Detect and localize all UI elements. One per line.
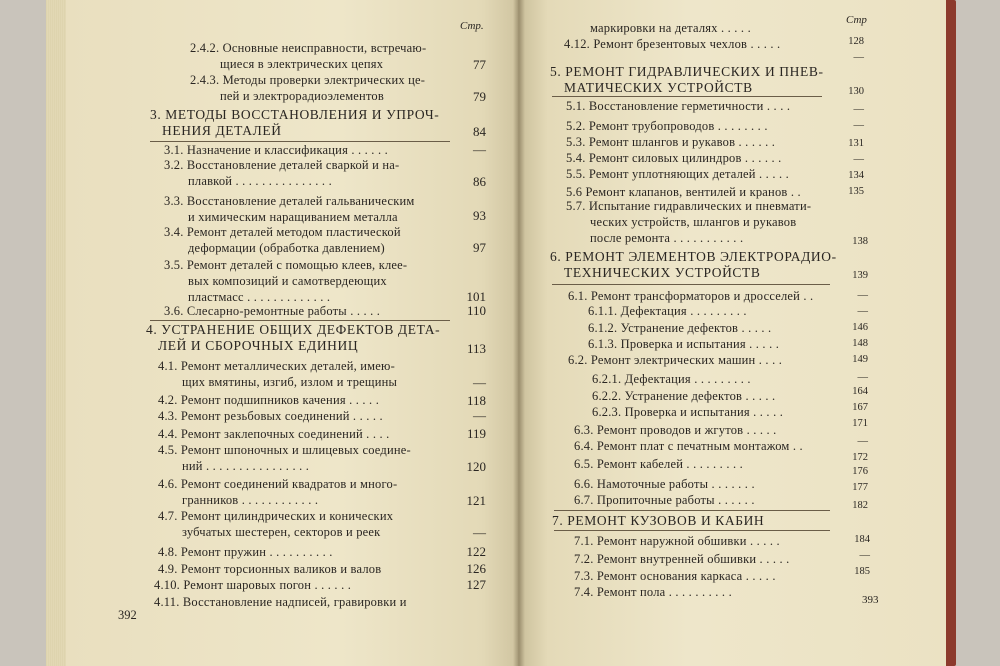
toc-chapter: 4. УСТРАНЕНИЕ ОБЩИХ ДЕФЕКТОВ ДЕТА- ЛЕЙ И СБОРОЧНЫХ ЕДИНИЦ bbox=[146, 322, 441, 353]
page-ref: 121 bbox=[466, 493, 486, 508]
toc-entry: 6.1.1. Дефектация . . . . . . . . . bbox=[588, 304, 747, 318]
toc-entry: 4.11. Восстановление надписей, гравировки и bbox=[154, 595, 407, 609]
toc-entry: 5.1. Восстановление герметичности . . . . bbox=[566, 99, 791, 113]
toc-entry: 7.1. Ремонт наружной обшивки . . . . . bbox=[574, 534, 780, 548]
page-ref: — bbox=[853, 154, 864, 165]
page-ref: — bbox=[857, 306, 868, 317]
toc-entry: 7.4. Ремонт пола . . . . . . . . . . bbox=[574, 585, 732, 599]
left-page bbox=[66, 0, 518, 666]
toc-entry: 6.7. Пропиточные работы . . . . . . bbox=[574, 493, 755, 507]
toc-entry: 2.4.3. Методы проверки электрических це- пей и электрорадиоэлементов bbox=[190, 73, 426, 103]
toc-entry: 6.1.2. Устранение дефектов . . . . . bbox=[588, 321, 772, 335]
divider bbox=[552, 284, 830, 285]
page-ref: 171 bbox=[852, 418, 868, 429]
toc-entry: 4.5. Ремонт шпоночных и шлицевых соедине- ний . . . . . . . . . . . . . . . . bbox=[158, 443, 411, 473]
page-ref: 110 bbox=[466, 303, 486, 318]
page-ref: 185 bbox=[854, 566, 870, 577]
page-ref: — bbox=[853, 120, 864, 131]
page-ref: 118 bbox=[466, 393, 486, 408]
page-ref: 164 bbox=[852, 386, 868, 397]
page-ref: 113 bbox=[466, 341, 486, 356]
toc-entry: 4.1. Ремонт металлических деталей, имею- щих вмятины, изгиб, излом и трещины bbox=[158, 359, 398, 389]
page-ref: 148 bbox=[852, 338, 868, 349]
page-ref: 172 bbox=[852, 452, 868, 463]
page-ref: 176 bbox=[852, 466, 868, 477]
page-ref: — bbox=[859, 550, 870, 561]
toc-chapter: 3. МЕТОДЫ ВОССТАНОВЛЕНИЯ И УПРОЧ- НЕНИЯ ДЕТАЛЕЙ bbox=[150, 107, 440, 138]
page-ref: 79 bbox=[473, 89, 486, 104]
toc-entry: 4.4. Ремонт заклепочных соединений . . . . bbox=[158, 427, 390, 441]
page-ref: — bbox=[857, 436, 868, 447]
toc-entry: 6.3. Ремонт проводов и жгутов . . . . . bbox=[574, 423, 777, 437]
toc-entry: 3.6. Слесарно-ремонтные работы . . . . . bbox=[164, 304, 381, 318]
toc-entry: 4.12. Ремонт брезентовых чехлов . . . . . bbox=[564, 37, 781, 51]
page-ref: 101 bbox=[466, 289, 486, 304]
page-column-header: Стр bbox=[846, 14, 867, 26]
page-ref: — bbox=[857, 372, 868, 383]
page-ref: — bbox=[473, 525, 486, 540]
toc-entry: 3.2. Восстановление деталей сваркой и на- плавкой . . . . . . . . . . . . . . . bbox=[164, 158, 400, 188]
page-ref: 93 bbox=[473, 208, 486, 223]
divider bbox=[554, 530, 830, 531]
toc-entry: 4.3. Ремонт резьбовых соединений . . . . . bbox=[158, 409, 383, 423]
page-ref: — bbox=[473, 375, 486, 390]
toc-entry: 5.3. Ремонт шлангов и рукавов . . . . . . bbox=[566, 135, 776, 149]
page-ref: — bbox=[473, 408, 486, 423]
page-ref: 139 bbox=[852, 270, 868, 281]
toc-chapter: 7. РЕМОНТ КУЗОВОВ И КАБИН bbox=[552, 513, 765, 528]
page-ref: 130 bbox=[848, 86, 864, 97]
page-ref: 149 bbox=[852, 354, 868, 365]
page-ref: 126 bbox=[466, 561, 486, 576]
toc-entry: 3.1. Назначение и классификация . . . . . . bbox=[164, 143, 388, 157]
toc-entry: 6.6. Намоточные работы . . . . . . . bbox=[574, 477, 755, 491]
page-ref: 84 bbox=[473, 124, 486, 139]
toc-entry: 5.6 Ремонт клапанов, вентилей и кранов . . bbox=[566, 185, 801, 199]
page-ref: 138 bbox=[852, 236, 868, 247]
page-ref: 146 bbox=[852, 322, 868, 333]
page-ref: — bbox=[473, 142, 486, 157]
toc-entry: 5.7. Испытание гидравлических и пневмати- ческих устройств, шлангов и рукавов после ремонта . . . . . . . . . . . bbox=[566, 199, 812, 245]
toc-chapter: 5. РЕМОНТ ГИДРАВЛИЧЕСКИХ И ПНЕВ- МАТИЧЕСКИХ УСТРОЙСТВ bbox=[550, 64, 824, 95]
toc-entry: 4.6. Ремонт соединений квадратов и много- гранников . . . . . . . . . . . . bbox=[158, 477, 398, 507]
toc-entry: 6.2. Ремонт электрических машин . . . . bbox=[568, 353, 783, 367]
toc-entry: 4.8. Ремонт пружин . . . . . . . . . . bbox=[158, 545, 333, 559]
page-ref: 128 bbox=[848, 36, 864, 47]
toc-entry: маркировки на деталях . . . . . bbox=[590, 21, 751, 35]
toc-entry: 5.2. Ремонт трубопроводов . . . . . . . . bbox=[566, 119, 768, 133]
toc-entry: 6.2.2. Устранение дефектов . . . . . bbox=[592, 389, 776, 403]
toc-entry: 4.10. Ремонт шаровых погон . . . . . . bbox=[154, 578, 352, 592]
toc-entry: 4.9. Ремонт торсионных валиков и валов bbox=[158, 562, 382, 576]
page-ref: 119 bbox=[466, 426, 486, 441]
toc-entry: 6.1.3. Проверка и испытания . . . . . bbox=[588, 337, 780, 351]
page-ref: 184 bbox=[854, 534, 870, 545]
right-page bbox=[518, 0, 946, 666]
page-ref: — bbox=[853, 52, 864, 63]
toc-entry: 6.2.3. Проверка и испытания . . . . . bbox=[592, 405, 784, 419]
toc-entry: 4.7. Ремонт цилиндрических и конических зубчатых шестерен, секторов и реек bbox=[158, 509, 394, 539]
page-ref: 122 bbox=[466, 544, 486, 559]
toc-entry: 6.5. Ремонт кабелей . . . . . . . . . bbox=[574, 457, 743, 471]
page-ref: 127 bbox=[466, 577, 486, 592]
page-ref: 182 bbox=[852, 500, 868, 511]
page-column-header: Стр. bbox=[460, 20, 484, 32]
page-ref: 135 bbox=[848, 186, 864, 197]
toc-entry: 7.3. Ремонт основания каркаса . . . . . bbox=[574, 569, 776, 583]
toc-entry: 3.4. Ремонт деталей методом пластической деформации (обработка давлением) bbox=[164, 225, 401, 255]
toc-entry: 6.4. Ремонт плат с печатным монтажом . . bbox=[574, 439, 803, 453]
page-ref: 120 bbox=[466, 459, 486, 474]
page-ref: — bbox=[853, 104, 864, 115]
toc-entry: 7.2. Ремонт внутренней обшивки . . . . . bbox=[574, 552, 790, 566]
toc-entry: 5.4. Ремонт силовых цилиндров . . . . . . bbox=[566, 151, 782, 165]
toc-entry: 2.4.2. Основные неисправности, встречаю- щиеся в электрических цепях bbox=[190, 41, 427, 71]
page-ref: 177 bbox=[852, 482, 868, 493]
page-ref: 86 bbox=[473, 174, 486, 189]
divider bbox=[552, 96, 822, 97]
toc-entry: 6.1. Ремонт трансформаторов и дросселей . . bbox=[568, 289, 814, 303]
toc-entry: 4.2. Ремонт подшипников качения . . . . . bbox=[158, 393, 380, 407]
book-gutter bbox=[513, 0, 525, 666]
page-ref: — bbox=[857, 290, 868, 301]
page-number: 392 bbox=[118, 608, 137, 622]
page-ref: 134 bbox=[848, 170, 864, 181]
divider bbox=[554, 510, 830, 511]
page-ref: 167 bbox=[852, 402, 868, 413]
toc-entry: 3.5. Ремонт деталей с помощью клеев, клее- вых композиций и самотвердеющих пластмасс . . . . . . . . . . . . . bbox=[164, 258, 408, 304]
toc-chapter: 6. РЕМОНТ ЭЛЕМЕНТОВ ЭЛЕКТРОРАДИО- ТЕХНИЧЕСКИХ УСТРОЙСТВ bbox=[550, 249, 837, 280]
page-ref: 97 bbox=[473, 240, 486, 255]
toc-entry: 6.2.1. Дефектация . . . . . . . . . bbox=[592, 372, 751, 386]
page-edges bbox=[46, 0, 68, 666]
toc-entry: 3.3. Восстановление деталей гальваническим и химическим наращиванием металла bbox=[164, 194, 415, 224]
page-ref: 77 bbox=[473, 57, 486, 72]
toc-entry: 5.5. Ремонт уплотняющих деталей . . . . . bbox=[566, 167, 789, 181]
page-number: 393 bbox=[862, 594, 879, 606]
page-ref: 131 bbox=[848, 138, 864, 149]
divider bbox=[150, 320, 450, 321]
